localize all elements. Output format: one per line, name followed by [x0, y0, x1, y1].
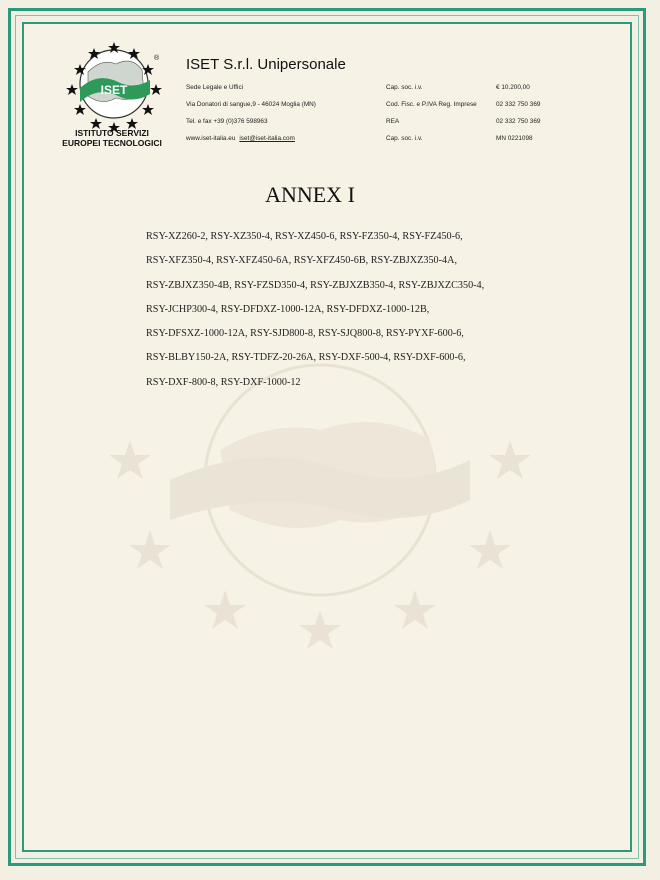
info-label: Cod. Fisc. e P.IVA Reg. Imprese: [386, 101, 477, 108]
info-left: Tel. e fax +39 (0)376 598963: [186, 118, 268, 125]
logo-caption-line-1: ISTITUTO SERVIZI: [75, 128, 149, 138]
product-line: RSY-BLBY150-2A, RSY-TDFZ-20-26A, RSY-DXF-500-4, RSY-DXF-600-6,: [146, 352, 466, 364]
info-value: MN 0221098: [496, 135, 533, 142]
info-row: [186, 118, 566, 135]
svg-text:®: ®: [154, 55, 160, 62]
logo-caption: [48, 128, 176, 148]
info-value: 02 332 750 369: [496, 118, 541, 125]
info-value: 02 332 750 369: [496, 101, 541, 108]
info-label: Cap. soc. i.v.: [386, 84, 423, 91]
company-name: ISET S.r.l. Unipersonale: [186, 56, 346, 73]
info-row: [186, 101, 566, 118]
email-link[interactable]: iset@iset-italia.com: [239, 135, 295, 142]
logo-caption-line-2: EUROPEI TECNOLOGICI: [62, 138, 162, 148]
product-line: RSY-JCHP300-4, RSY-DFDXZ-1000-12A, RSY-DFDXZ-1000-12B,: [146, 303, 430, 315]
product-line: RSY-ZBJXZ350-4B, RSY-FZSD350-4, RSY-ZBJXZB350-4, RSY-ZBJXZC350-4,: [146, 279, 485, 291]
watermark-logo: [110, 360, 530, 660]
info-left: Via Donatori di sangue,9 - 46024 Moglia (MN): [186, 101, 316, 108]
product-list: [146, 231, 526, 401]
info-left: Sede Legale e Uffici: [186, 84, 244, 91]
product-line: RSY-DXF-800-8, RSY-DXF-1000-12: [146, 376, 301, 388]
document-title: ANNEX I: [265, 182, 355, 207]
company-info: [186, 84, 566, 152]
logo-text: ISET: [100, 83, 128, 97]
website-link[interactable]: www.iset-italia.eu: [186, 135, 236, 142]
info-left: [186, 135, 295, 142]
product-line: RSY-XZ260-2, RSY-XZ350-4, RSY-XZ450-6, RSY-FZ350-4, RSY-FZ450-6,: [146, 231, 463, 242]
product-line: RSY-XFZ350-4, RSY-XFZ450-6A, RSY-XFZ450-6B, RSY-ZBJXZ350-4A,: [146, 255, 458, 267]
product-line: RSY-DFSXZ-1000-12A, RSY-SJD800-8, RSY-SJQ800-8, RSY-PYXF-600-6,: [146, 328, 464, 340]
info-label: REA: [386, 118, 400, 125]
info-value: € 10.200,00: [496, 84, 530, 91]
info-row: [186, 84, 566, 101]
info-label: Cap. soc. i.v.: [386, 135, 423, 142]
info-row: [186, 135, 566, 152]
